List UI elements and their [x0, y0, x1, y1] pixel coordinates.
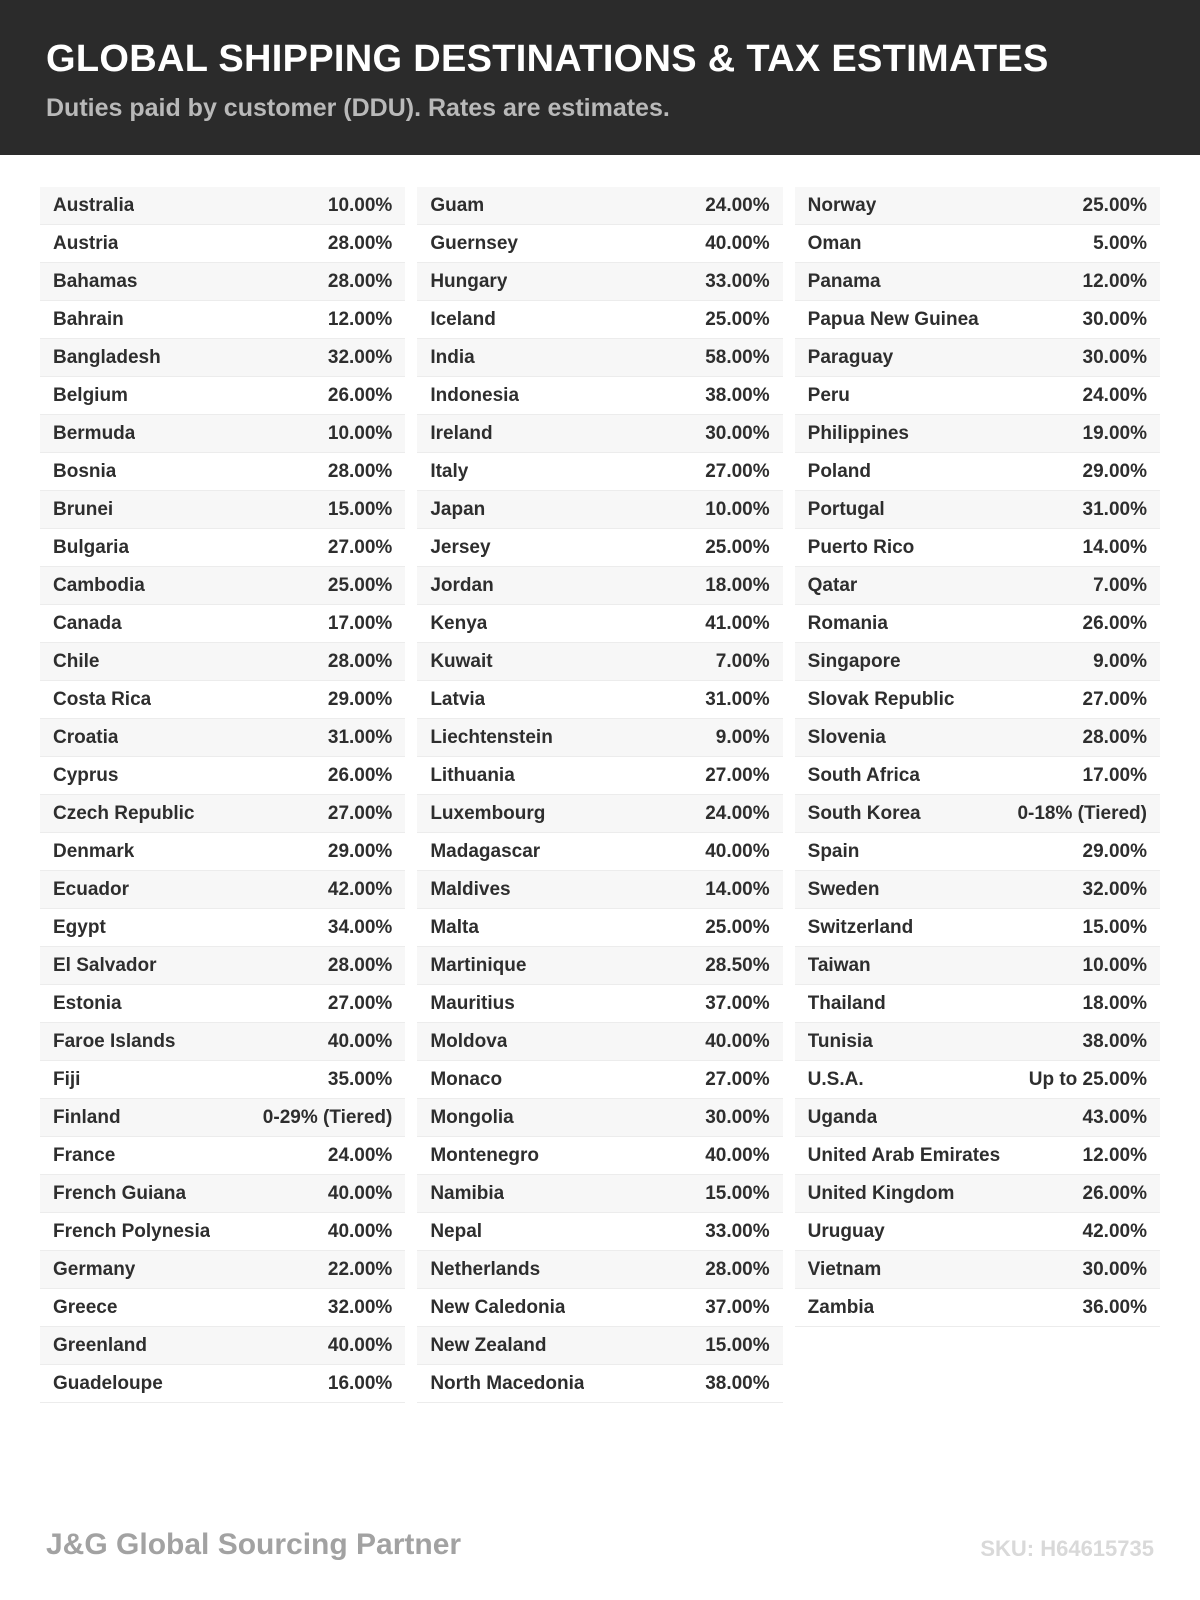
country-name: Martinique: [430, 954, 527, 976]
country-name: Latvia: [430, 688, 486, 710]
country-name: Brunei: [53, 498, 114, 520]
country-name: Hungary: [430, 270, 508, 292]
table-row: [795, 1289, 1160, 1327]
country-name: French Guiana: [53, 1182, 187, 1204]
table-row: [417, 985, 782, 1023]
table-row: [417, 681, 782, 719]
country-name: Bahamas: [53, 270, 138, 292]
tax-rate: 19.00%: [1082, 422, 1147, 444]
tax-rate: 28.00%: [327, 954, 393, 976]
tax-rate: 15.00%: [705, 1182, 770, 1204]
tax-rate: 12.00%: [1082, 1144, 1147, 1166]
tax-rate: 40.00%: [705, 1144, 770, 1166]
tax-rate: 27.00%: [705, 1068, 770, 1090]
country-name: Singapore: [807, 650, 901, 672]
tax-rate: 27.00%: [327, 802, 393, 824]
table-row: [417, 263, 782, 301]
table-row: [795, 1061, 1160, 1099]
tax-rate: 27.00%: [705, 460, 770, 482]
country-name: French Polynesia: [53, 1220, 211, 1242]
country-name: Germany: [53, 1258, 136, 1280]
country-name: Netherlands: [430, 1258, 541, 1280]
table-row: [417, 225, 782, 263]
table-row: [795, 377, 1160, 415]
tax-rate: 28.50%: [705, 954, 770, 976]
table-row: [417, 1327, 782, 1365]
table-row: [795, 1213, 1160, 1251]
table-row: [417, 719, 782, 757]
country-name: Jordan: [430, 574, 494, 596]
tax-rate: 30.00%: [705, 422, 770, 444]
country-name: Bangladesh: [53, 346, 161, 368]
tax-rate: 24.00%: [705, 802, 770, 824]
table-row: [40, 757, 405, 795]
tax-rate: 40.00%: [705, 840, 770, 862]
table-row: [40, 985, 405, 1023]
tax-rate: 24.00%: [1082, 384, 1147, 406]
table-row: [795, 339, 1160, 377]
country-name: South Africa: [807, 764, 920, 786]
tax-rate: 15.00%: [327, 498, 393, 520]
tax-rate: 28.00%: [327, 232, 393, 254]
country-name: Romania: [807, 612, 888, 634]
country-name: Iceland: [430, 308, 496, 330]
tax-rate: 35.00%: [327, 1068, 393, 1090]
country-name: Spain: [807, 840, 860, 862]
tax-rate: 58.00%: [705, 346, 770, 368]
table-row: [417, 339, 782, 377]
table-row: [417, 453, 782, 491]
tax-rate: 40.00%: [327, 1182, 393, 1204]
country-name: Norway: [807, 194, 877, 216]
country-name: Puerto Rico: [807, 536, 915, 558]
table-row: [417, 567, 782, 605]
table-row: [795, 1251, 1160, 1289]
rates-column: [40, 187, 405, 1403]
country-name: Faroe Islands: [53, 1030, 176, 1052]
country-name: Bermuda: [53, 422, 136, 444]
country-name: Jersey: [430, 536, 491, 558]
tax-rate: 28.00%: [327, 270, 393, 292]
country-name: Switzerland: [807, 916, 914, 938]
table-row: [417, 947, 782, 985]
tax-rate: 30.00%: [705, 1106, 770, 1128]
tax-rate: 25.00%: [1082, 194, 1147, 216]
country-name: Panama: [807, 270, 881, 292]
table-row: [40, 909, 405, 947]
tax-rate: 14.00%: [705, 878, 770, 900]
table-row: [40, 377, 405, 415]
country-name: Uganda: [807, 1106, 878, 1128]
country-name: Portugal: [807, 498, 885, 520]
table-row: [40, 301, 405, 339]
country-name: Croatia: [53, 726, 119, 748]
country-name: Czech Republic: [53, 802, 195, 824]
country-name: Philippines: [807, 422, 910, 444]
tax-rate: 28.00%: [327, 460, 393, 482]
table-row: [40, 719, 405, 757]
country-name: Kuwait: [430, 650, 493, 672]
tax-rate: 29.00%: [1082, 460, 1147, 482]
tax-rate: 30.00%: [1082, 308, 1147, 330]
tax-rate: 33.00%: [705, 1220, 770, 1242]
tax-rate: 32.00%: [327, 1296, 393, 1318]
country-name: Malta: [430, 916, 479, 938]
tax-rate: 14.00%: [1082, 536, 1147, 558]
rates-column: [795, 187, 1160, 1403]
table-row: [417, 909, 782, 947]
tax-rate: 42.00%: [1082, 1220, 1147, 1242]
tax-rate: 29.00%: [327, 688, 393, 710]
tax-rate: 43.00%: [1082, 1106, 1147, 1128]
tax-rate: 10.00%: [327, 194, 393, 216]
sku-label: SKU: H64615735: [980, 1536, 1154, 1561]
tax-rate: 24.00%: [327, 1144, 393, 1166]
tax-rate: 12.00%: [1082, 270, 1147, 292]
country-name: Ecuador: [53, 878, 130, 900]
table-row: [795, 225, 1160, 263]
table-row: [795, 187, 1160, 225]
tax-rate: 41.00%: [705, 612, 770, 634]
country-name: Maldives: [430, 878, 511, 900]
tax-rate: 40.00%: [327, 1220, 393, 1242]
table-row: [795, 1099, 1160, 1137]
table-row: [417, 833, 782, 871]
table-row: [40, 529, 405, 567]
tax-rate: 42.00%: [327, 878, 393, 900]
tax-rate: 26.00%: [1082, 1182, 1147, 1204]
table-row: [40, 1137, 405, 1175]
country-name: India: [430, 346, 475, 368]
table-row: [417, 301, 782, 339]
tax-rate: 29.00%: [1082, 840, 1147, 862]
table-row: [40, 225, 405, 263]
tax-rate: 30.00%: [1082, 1258, 1147, 1280]
country-name: Poland: [807, 460, 871, 482]
country-name: Peru: [807, 384, 850, 406]
tax-rate: 31.00%: [327, 726, 393, 748]
country-name: Slovak Republic: [807, 688, 955, 710]
tax-rate: 25.00%: [705, 536, 770, 558]
tax-rate: 9.00%: [1093, 650, 1147, 672]
tax-rate: 7.00%: [1093, 574, 1147, 596]
country-name: Bulgaria: [53, 536, 130, 558]
tax-rate: 32.00%: [327, 346, 393, 368]
tax-rate: 26.00%: [1082, 612, 1147, 634]
table-row: [795, 567, 1160, 605]
table-row: [795, 453, 1160, 491]
tax-rate: 32.00%: [1082, 878, 1147, 900]
tax-rate: 22.00%: [327, 1258, 393, 1280]
table-row: [795, 605, 1160, 643]
country-name: Uruguay: [807, 1220, 885, 1242]
country-name: Nepal: [430, 1220, 483, 1242]
table-row: [40, 1099, 405, 1137]
tax-rate: 18.00%: [705, 574, 770, 596]
rates-column: [417, 187, 782, 1403]
tax-rate: 27.00%: [705, 764, 770, 786]
tax-rate: 30.00%: [1082, 346, 1147, 368]
country-name: Guam: [430, 194, 485, 216]
table-row: [40, 263, 405, 301]
table-row: [417, 643, 782, 681]
table-row: [40, 1251, 405, 1289]
tax-rate: 40.00%: [327, 1334, 393, 1356]
tax-rate: 28.00%: [327, 650, 393, 672]
table-row: [417, 1099, 782, 1137]
table-row: [40, 605, 405, 643]
table-row: [795, 947, 1160, 985]
country-name: Moldova: [430, 1030, 508, 1052]
tax-rate: 31.00%: [705, 688, 770, 710]
table-row: [40, 1061, 405, 1099]
table-row: [417, 377, 782, 415]
country-name: Indonesia: [430, 384, 520, 406]
table-row: [40, 833, 405, 871]
country-name: Qatar: [807, 574, 858, 596]
country-name: Fiji: [53, 1068, 81, 1090]
table-row: [795, 301, 1160, 339]
country-name: Greenland: [53, 1334, 147, 1356]
country-name: Kenya: [430, 612, 488, 634]
tax-rate: 15.00%: [705, 1334, 770, 1356]
table-row: [417, 1023, 782, 1061]
tax-rate: 29.00%: [327, 840, 393, 862]
brand-name: J&G Global Sourcing Partner: [46, 1528, 462, 1561]
country-name: Cambodia: [53, 574, 145, 596]
country-name: Cyprus: [53, 764, 119, 786]
country-name: Costa Rica: [53, 688, 152, 710]
tax-rate: 37.00%: [705, 992, 770, 1014]
country-name: Australia: [53, 194, 135, 216]
table-row: [40, 1213, 405, 1251]
tax-rate: 34.00%: [327, 916, 393, 938]
country-name: Oman: [807, 232, 862, 254]
tax-rate: 38.00%: [705, 1372, 770, 1394]
table-row: [417, 1175, 782, 1213]
country-name: Mauritius: [430, 992, 515, 1014]
country-name: Liechtenstein: [430, 726, 553, 748]
tax-rate: 40.00%: [327, 1030, 393, 1052]
table-row: [40, 453, 405, 491]
tax-rate: 10.00%: [705, 498, 770, 520]
tax-rate: 25.00%: [705, 308, 770, 330]
tax-rate: 17.00%: [327, 612, 393, 634]
page-title: GLOBAL SHIPPING DESTINATIONS & TAX ESTIMATES: [46, 38, 1049, 80]
country-name: Zambia: [807, 1296, 875, 1318]
tax-rate: 24.00%: [705, 194, 770, 216]
table-row: [40, 681, 405, 719]
country-name: Slovenia: [807, 726, 886, 748]
country-name: Papua New Guinea: [807, 308, 979, 330]
country-name: Monaco: [430, 1068, 503, 1090]
table-row: [795, 719, 1160, 757]
country-name: Montenegro: [430, 1144, 540, 1166]
table-row: [417, 1213, 782, 1251]
table-row: [417, 187, 782, 225]
tax-rate: 40.00%: [705, 1030, 770, 1052]
country-name: Italy: [430, 460, 469, 482]
table-row: [40, 187, 405, 225]
table-row: [40, 415, 405, 453]
tax-rate: 0-29% (Tiered): [262, 1106, 393, 1128]
country-name: Namibia: [430, 1182, 505, 1204]
table-row: [795, 757, 1160, 795]
table-row: [417, 491, 782, 529]
country-name: Austria: [53, 232, 119, 254]
table-row: [795, 491, 1160, 529]
tax-rate: 18.00%: [1082, 992, 1147, 1014]
country-name: Estonia: [53, 992, 122, 1014]
country-name: North Macedonia: [430, 1372, 585, 1394]
country-name: Luxembourg: [430, 802, 546, 824]
rates-grid: [0, 155, 1200, 1403]
table-row: [795, 795, 1160, 833]
country-name: United Arab Emirates: [807, 1144, 1001, 1166]
table-row: [795, 415, 1160, 453]
country-name: Vietnam: [807, 1258, 882, 1280]
tax-rate: 33.00%: [705, 270, 770, 292]
table-row: [417, 1061, 782, 1099]
tax-rate: 9.00%: [715, 726, 770, 748]
country-name: Canada: [53, 612, 122, 634]
country-name: Finland: [53, 1106, 121, 1128]
tax-rate: 16.00%: [327, 1372, 393, 1394]
table-row: [795, 643, 1160, 681]
tax-rate: 40.00%: [705, 232, 770, 254]
country-name: Guernsey: [430, 232, 518, 254]
tax-rate: 28.00%: [705, 1258, 770, 1280]
table-row: [417, 1289, 782, 1327]
tax-rate: 5.00%: [1093, 232, 1147, 254]
country-name: Egypt: [53, 916, 106, 938]
country-name: Mongolia: [430, 1106, 514, 1128]
table-row: [40, 947, 405, 985]
table-row: [417, 1365, 782, 1403]
country-name: Bosnia: [53, 460, 117, 482]
table-row: [795, 833, 1160, 871]
table-row: [417, 795, 782, 833]
table-row: [417, 871, 782, 909]
tax-rate: Up to 25.00%: [1028, 1068, 1147, 1090]
country-name: United Kingdom: [807, 1182, 955, 1204]
country-name: New Caledonia: [430, 1296, 566, 1318]
country-name: Thailand: [807, 992, 886, 1014]
page-subtitle: Duties paid by customer (DDU). Rates are estimates.: [46, 94, 670, 122]
country-name: El Salvador: [53, 954, 157, 976]
tax-rate: 27.00%: [327, 992, 393, 1014]
country-name: Madagascar: [430, 840, 541, 862]
tax-rate: 15.00%: [1082, 916, 1147, 938]
country-name: Greece: [53, 1296, 118, 1318]
table-row: [40, 339, 405, 377]
country-name: France: [53, 1144, 116, 1166]
country-name: Tunisia: [807, 1030, 873, 1052]
table-row: [40, 1175, 405, 1213]
tax-rate: 28.00%: [1082, 726, 1147, 748]
table-row: [795, 1175, 1160, 1213]
table-row: [40, 1327, 405, 1365]
tax-rate: 10.00%: [1082, 954, 1147, 976]
table-row: [795, 909, 1160, 947]
table-row: [40, 643, 405, 681]
tax-rate: 26.00%: [327, 384, 393, 406]
tax-rate: 17.00%: [1082, 764, 1147, 786]
country-name: Sweden: [807, 878, 880, 900]
header-banner: [0, 0, 1200, 155]
table-row: [795, 681, 1160, 719]
tax-rate: 27.00%: [327, 536, 393, 558]
table-row: [795, 1023, 1160, 1061]
country-name: South Korea: [807, 802, 921, 824]
table-row: [795, 985, 1160, 1023]
tax-rate: 25.00%: [327, 574, 393, 596]
country-name: Ireland: [430, 422, 493, 444]
table-row: [795, 871, 1160, 909]
country-name: Lithuania: [430, 764, 515, 786]
tax-rate: 25.00%: [705, 916, 770, 938]
country-name: Paraguay: [807, 346, 894, 368]
table-row: [417, 757, 782, 795]
table-row: [40, 871, 405, 909]
table-row: [417, 605, 782, 643]
tax-rate: 38.00%: [705, 384, 770, 406]
table-row: [417, 415, 782, 453]
tax-rate: 27.00%: [1082, 688, 1147, 710]
tax-rate: 10.00%: [327, 422, 393, 444]
table-row: [40, 1023, 405, 1061]
country-name: Taiwan: [807, 954, 871, 976]
table-row: [795, 529, 1160, 567]
table-row: [40, 491, 405, 529]
table-row: [417, 529, 782, 567]
tax-rate: 31.00%: [1082, 498, 1147, 520]
tax-rate: 26.00%: [327, 764, 393, 786]
table-row: [40, 567, 405, 605]
country-name: Bahrain: [53, 308, 124, 330]
country-name: New Zealand: [430, 1334, 547, 1356]
table-row: [795, 263, 1160, 301]
tax-rate: 0-18% (Tiered): [1017, 802, 1147, 824]
country-name: Chile: [53, 650, 100, 672]
table-row: [40, 795, 405, 833]
table-row: [417, 1137, 782, 1175]
table-row: [40, 1365, 405, 1403]
tax-rate: 38.00%: [1082, 1030, 1147, 1052]
footer: [0, 1528, 1200, 1600]
table-row: [795, 1137, 1160, 1175]
table-row: [417, 1251, 782, 1289]
country-name: U.S.A.: [807, 1068, 864, 1090]
tax-rate: 37.00%: [705, 1296, 770, 1318]
country-name: Japan: [430, 498, 486, 520]
country-name: Guadeloupe: [53, 1372, 163, 1394]
tax-rate: 36.00%: [1082, 1296, 1147, 1318]
tax-rate: 7.00%: [715, 650, 770, 672]
country-name: Belgium: [53, 384, 128, 406]
table-row: [40, 1289, 405, 1327]
tax-rate: 12.00%: [327, 308, 393, 330]
country-name: Denmark: [53, 840, 135, 862]
